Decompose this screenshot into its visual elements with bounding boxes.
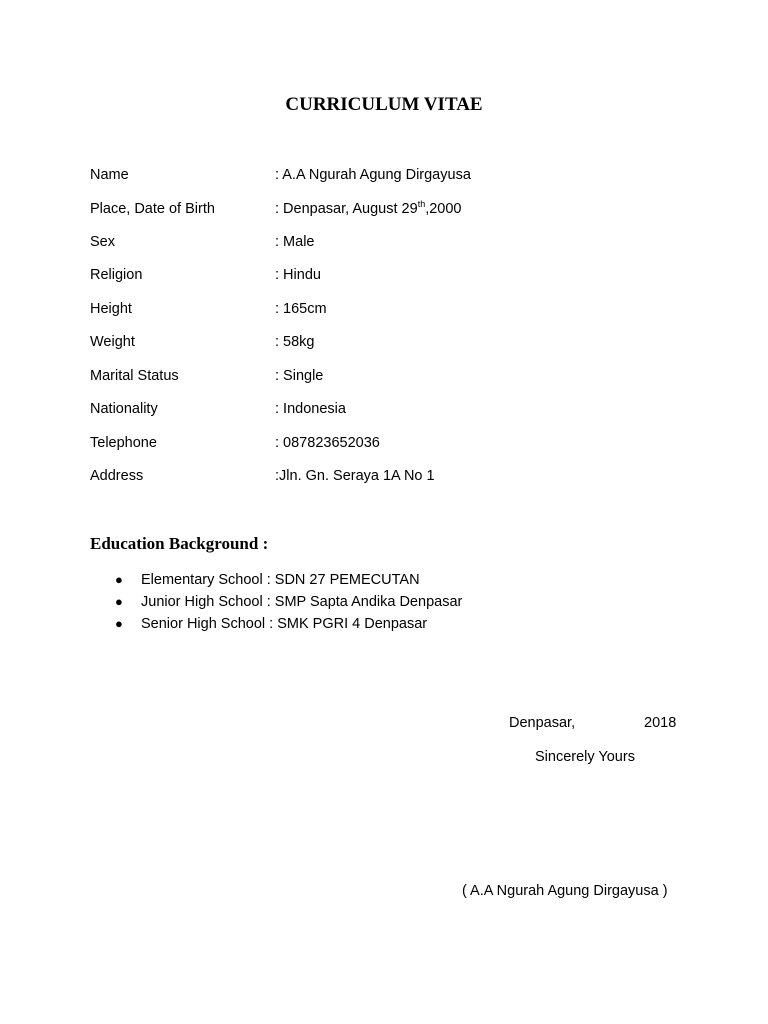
info-label: Religion bbox=[90, 267, 143, 283]
info-label: Weight bbox=[90, 334, 135, 350]
info-label: Address bbox=[90, 468, 144, 484]
info-value: : A.A Ngurah Agung Dirgayusa bbox=[275, 167, 471, 183]
info-row-religion bbox=[90, 264, 650, 286]
list-item bbox=[112, 613, 462, 635]
info-label: Nationality bbox=[90, 401, 158, 417]
info-row-nationality bbox=[90, 398, 650, 420]
list-item bbox=[112, 591, 462, 613]
info-label: Name bbox=[90, 167, 129, 183]
info-label: Place, Date of Birth bbox=[90, 201, 215, 217]
info-label: Marital Status bbox=[90, 368, 179, 384]
info-value: : Male bbox=[275, 234, 315, 250]
education-list bbox=[112, 569, 462, 635]
info-row-name bbox=[90, 164, 650, 186]
page-title: CURRICULUM VITAE bbox=[285, 94, 483, 115]
closing-year: 2018 bbox=[644, 715, 677, 731]
info-row-sex bbox=[90, 231, 650, 253]
info-row-birth bbox=[90, 198, 650, 220]
info-value: : 165cm bbox=[275, 301, 327, 317]
list-item bbox=[112, 569, 462, 591]
info-value: : Hindu bbox=[275, 267, 321, 283]
info-row-weight bbox=[90, 331, 650, 353]
info-label: Telephone bbox=[90, 435, 157, 451]
education-item-text: Senior High School : SMK PGRI 4 Denpasar bbox=[141, 616, 428, 632]
info-label: Sex bbox=[90, 234, 115, 250]
ordinal-suffix: th bbox=[417, 199, 426, 210]
bullet-icon: ● bbox=[115, 594, 123, 609]
info-value: : Single bbox=[275, 368, 324, 384]
education-heading: Education Background : bbox=[90, 534, 269, 553]
info-value bbox=[275, 198, 462, 220]
signature-name: ( A.A Ngurah Agung Dirgayusa ) bbox=[462, 883, 668, 899]
info-label: Height bbox=[90, 301, 132, 317]
closing-place: Denpasar, bbox=[509, 715, 576, 731]
info-row-telephone bbox=[90, 432, 650, 454]
info-row-height bbox=[90, 298, 650, 320]
info-value: : Indonesia bbox=[275, 401, 346, 417]
info-row-address bbox=[90, 465, 650, 487]
education-item-text: Junior High School : SMP Sapta Andika Denpasar bbox=[141, 594, 463, 610]
closing-salutation: Sincerely Yours bbox=[535, 749, 635, 765]
birth-value-text: : Denpasar, August 29 bbox=[275, 201, 418, 217]
birth-year-text: ,2000 bbox=[425, 201, 462, 217]
info-value: :Jln. Gn. Seraya 1A No 1 bbox=[275, 468, 435, 484]
info-row-marital-status bbox=[90, 365, 650, 387]
bullet-icon: ● bbox=[115, 616, 123, 631]
education-item-text: Elementary School : SDN 27 PEMECUTAN bbox=[141, 572, 420, 588]
bullet-icon: ● bbox=[115, 572, 123, 587]
info-value: : 087823652036 bbox=[275, 435, 380, 451]
info-value: : 58kg bbox=[275, 334, 315, 350]
